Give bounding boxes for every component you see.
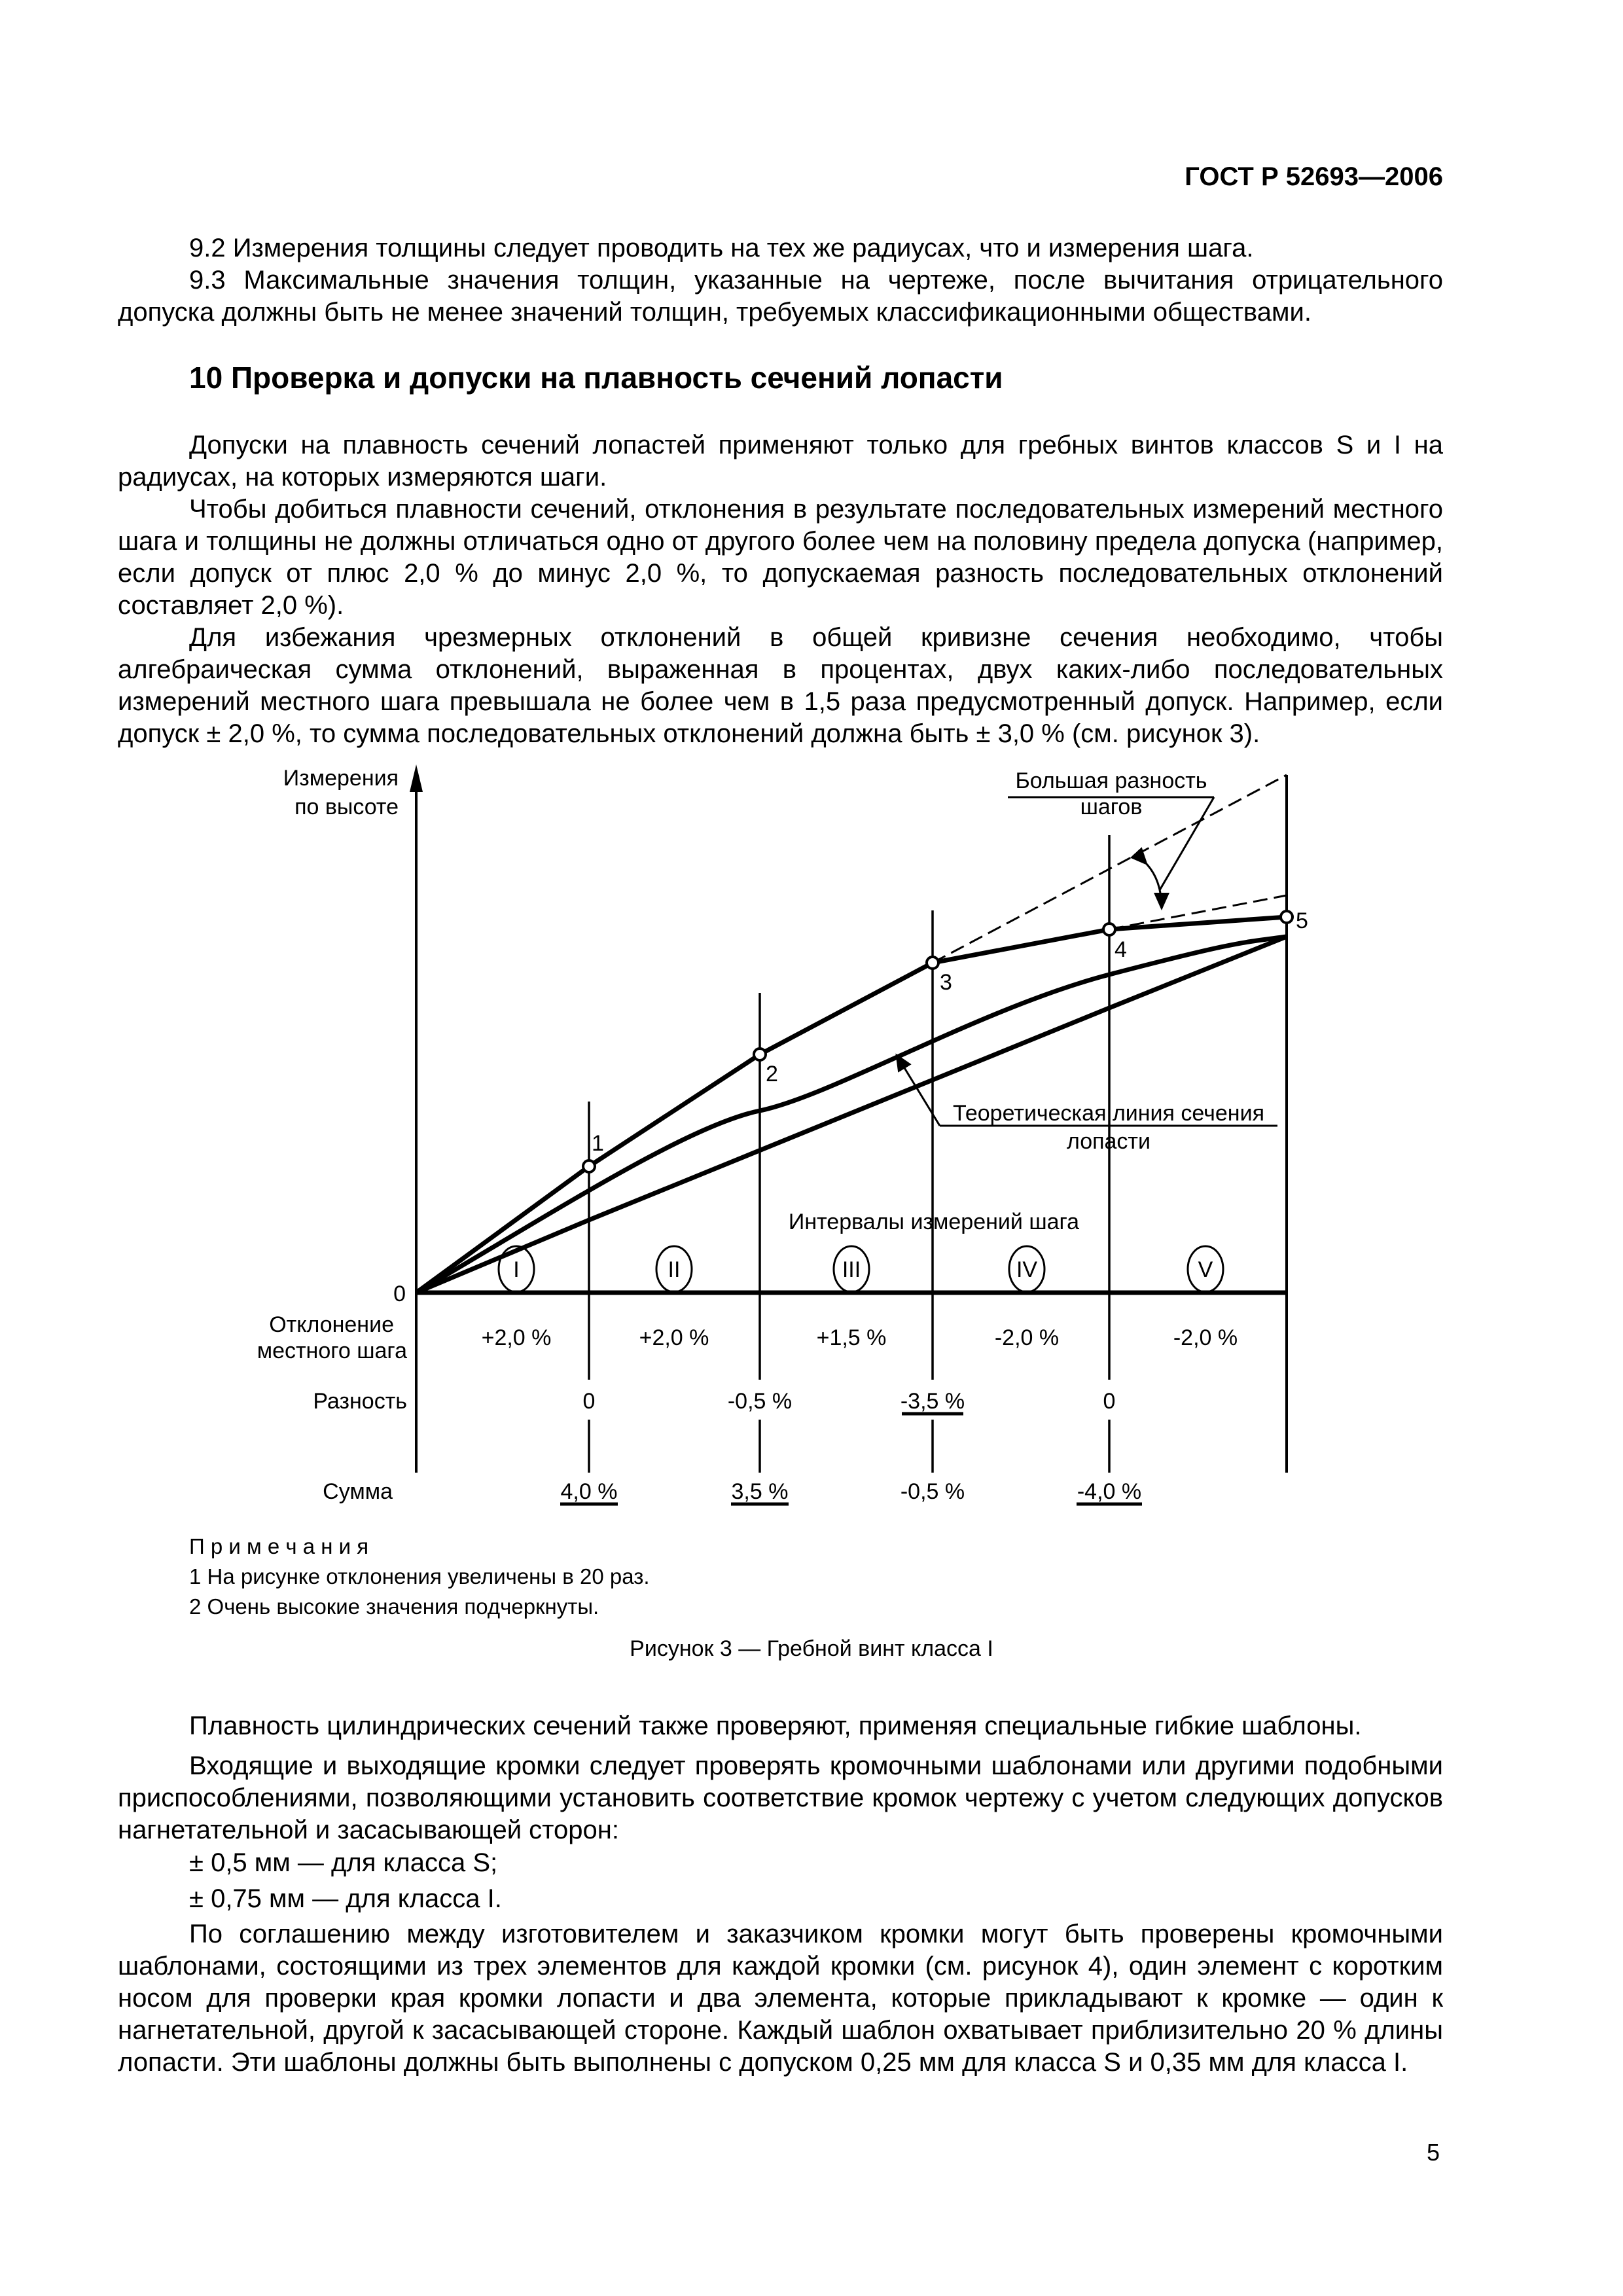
notes-title: П р и м е ч а н и я xyxy=(189,1534,369,1558)
interval-number: V xyxy=(1198,1257,1213,1282)
deviation-value: +1,5 % xyxy=(816,1325,887,1350)
note-item: 1 На рисунке отклонения увеличены в 20 раз. xyxy=(189,1564,650,1588)
tolerance-item: ± 0,75 мм — для класса I. xyxy=(189,1884,502,1913)
sum-value: -4,0 % xyxy=(1077,1479,1142,1504)
interval-lines xyxy=(589,835,1109,1473)
sum-value: 4,0 % xyxy=(560,1479,618,1504)
page-number: 5 xyxy=(1427,2139,1440,2166)
theoretical-line-label: лопасти xyxy=(1066,1129,1151,1154)
measurement-points xyxy=(583,911,1293,1172)
row-label-deviation: местного шага xyxy=(257,1338,407,1363)
paragraph: Входящие и выходящие кромки следует проверять кромочными шаблонами или другими подобными приспособлениями, позволяющими установить соответствие кромок чертежу с учетом следующих допусков нагнетательной и засасывающей сторон: xyxy=(118,1751,1443,1844)
paragraph: По соглашению между изготовителем и заказчиком кромки могут быть проверены кромочными шаблонами, состоящими из трех элементов для каждой кромки (см. рисунок 4), один элемент с коротким носом для проверки края кромки лопасти и два элемента, которые прикладывают к кромке — один к нагнетательной, другой к засасывающей стороне. Каждый шаблон охватывает приблизительно 20 % длины лопасти. Эти шаблоны должны быть выполнены с допуском 0,25 мм для класса S и 0,35 мм для класса I. xyxy=(118,1920,1443,2077)
section-heading: 10 Проверка и допуски на плавность сечений лопасти xyxy=(189,361,1003,395)
leader-line xyxy=(1160,797,1214,890)
sum-value: 3,5 % xyxy=(731,1479,789,1504)
paragraph: Плавность цилиндрических сечений также проверяют, применяя специальные гибкие шаблоны. xyxy=(189,1712,1362,1740)
difference-value: -3,5 % xyxy=(900,1389,965,1414)
deviation-value: +2,0 % xyxy=(639,1325,709,1350)
y-axis-label: Измерения xyxy=(283,766,399,791)
interval-number: III xyxy=(842,1257,861,1282)
y-axis-arrow-icon xyxy=(410,764,423,792)
difference-value: 0 xyxy=(1103,1389,1116,1414)
y-axis-label: по высоте xyxy=(294,795,399,819)
figure-caption: Рисунок 3 — Гребной винт класса I xyxy=(630,1636,993,1661)
point-label: 5 xyxy=(1296,908,1308,933)
point-label: 4 xyxy=(1115,937,1127,962)
point-label: 1 xyxy=(592,1131,604,1156)
interval-number: IV xyxy=(1016,1257,1038,1282)
paragraph-9-2: 9.2 Измерения толщины следует проводить на тех же радиусах, что и измерения шага. xyxy=(189,234,1254,262)
section-paragraph: Чтобы добиться плавности сечений, отклонения в результате последовательных измерений местного шага и толщины не должны отличаться одно от другого более чем на половину предела допуска (например, если допуск от плюс 2,0 % до минус 2,0 %, то допускаемая разность последовательных отклонений составляет 2,0 %). xyxy=(118,495,1443,620)
big-difference-label: Большая разность xyxy=(1015,768,1207,793)
point-label: 2 xyxy=(766,1062,778,1086)
deviation-value: +2,0 % xyxy=(481,1325,552,1350)
difference-value: 0 xyxy=(582,1389,596,1414)
tolerance-item: ± 0,5 мм — для класса S; xyxy=(189,1848,498,1877)
row-label-sum: Сумма xyxy=(323,1479,393,1504)
origin-label: 0 xyxy=(393,1282,406,1306)
paragraph-9-3: 9.3 Максимальные значения толщин, указанные на чертеже, после вычитания отрицательного допуска должны быть не менее значений толщин, требуемых классификационными обществами. xyxy=(118,266,1443,327)
row-label-deviation: Отклонение xyxy=(269,1312,394,1337)
intervals-label: Интервалы измерений шага xyxy=(788,1210,1080,1234)
big-difference-label: шагов xyxy=(1080,795,1143,819)
sum-value: -0,5 % xyxy=(900,1479,965,1504)
note-item: 2 Очень высокие значения подчеркнуты. xyxy=(189,1594,599,1619)
difference-value: -0,5 % xyxy=(727,1389,793,1414)
theoretical-line-label: Теоретическая линия сечения xyxy=(953,1101,1264,1126)
interval-number: I xyxy=(513,1257,520,1282)
deviation-value: -2,0 % xyxy=(994,1325,1060,1350)
interval-number: II xyxy=(668,1257,681,1282)
deviation-value: -2,0 % xyxy=(1173,1325,1238,1350)
document-header: ГОСТ Р 52693—2006 xyxy=(1185,162,1443,191)
angle-arc-arrow-icon xyxy=(1147,864,1162,908)
interval-markers xyxy=(499,1246,1223,1292)
section-paragraph: Допуски на плавность сечений лопастей применяют только для гребных винтов классов S и I на радиусах, на которых измеряются шаги. xyxy=(118,431,1443,492)
row-label-difference: Разность xyxy=(313,1389,407,1414)
section-paragraph: Для избежания чрезмерных отклонений в общей кривизне сечения необходимо, чтобы алгебраическая сумма отклонений, выраженная в процентах, двух каких-либо последовательных измерений местного шага превышала не более чем в 1,5 раза предусмотренный допуск. Например, если допуск ± 2,0 %, то сумма последовательных отклонений должна быть ± 3,0 % (см. рисунок 3). xyxy=(118,623,1443,748)
point-label: 3 xyxy=(940,970,952,995)
